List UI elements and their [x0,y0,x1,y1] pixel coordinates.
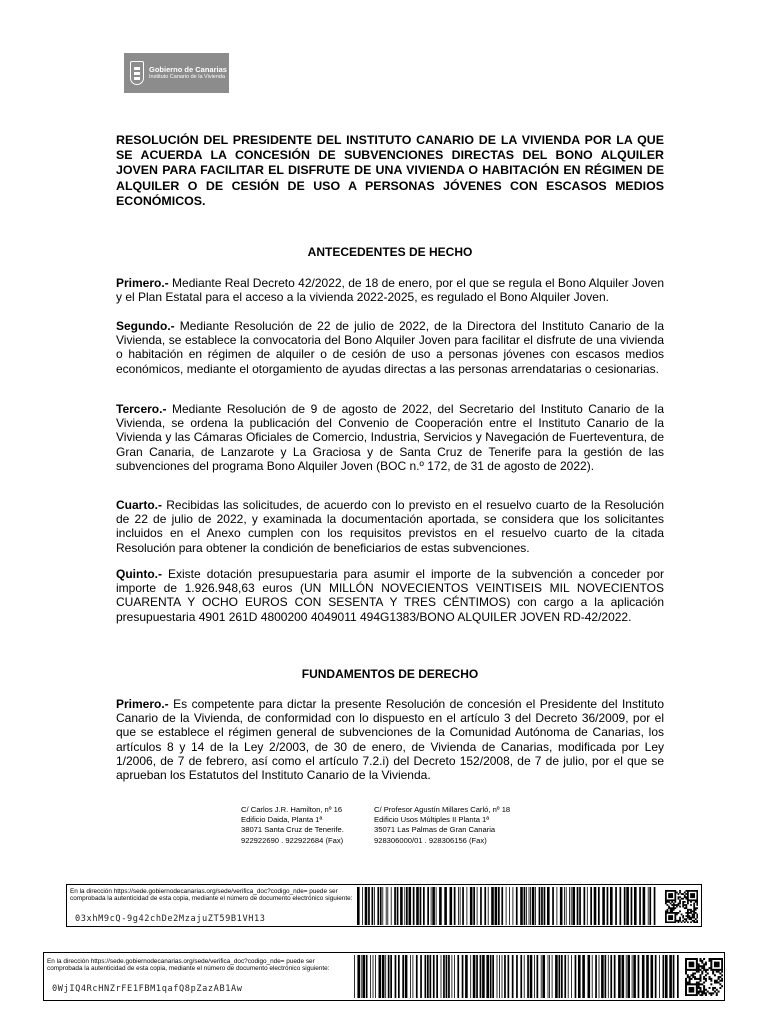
gobierno-de-canarias-logo [124,53,229,93]
verification-code: 03xhM9cQ-9g42chDe2MzajuZT59B1VH13 [75,914,266,924]
resolution-title: RESOLUCIÓN DEL PRESIDENTE DEL INSTITUTO CANARIO DE LA VIVIENDA POR LA QUE SE ACUERDA LA CONCESIÓN DE SUBVENCIONES DIRECTAS DEL BONO ALQUILER JOVEN PARA FACILITAR EL DISFRUTE DE UNA VIVIENDA O HABITACIÓN EN RÉGIMEN DE ALQUILER O DE CESIÓN DE USO A PERSONAS JÓVENES CON ESCASOS MEDIOS ECONÓMICOS. [116,133,664,208]
paragraph-text: Existe dotación presupuestaria para asumir el importe de la subvención a conceder por importe de 1.926.948,63 euros (UN MILLÓN NOVECIENTOS VEINTISEIS MIL NOVECIENTOS CUARENTA Y OCHO EUROS CON SESENTA Y TRES CÉNTIMOS) con cargo a la aplicación presupuestaria 4901 261D 4800200 4049011 494G1383/BONO ALQUILER JOVEN RD-42/2022. [116,567,664,624]
address-line: Edificio Daida, Planta 1ª [241,815,323,825]
qr-code-icon [685,958,723,996]
verification-text: En la dirección https://sede.gobiernodecanarias.org/sede/verifica_doc?codigo_nde= puede ser comprobada la autenticidad de esta copia, mediante el número de documento electrónico siguiente: [47,958,330,973]
address-line: C/ Carlos J.R. Hamilton, nº 16 [241,805,343,814]
antecedente-quinto [116,567,664,624]
logo-line-2: Instituto Canario de la Vivienda [149,74,226,81]
address-line: 922922690 . 922922684 (Fax) [241,835,344,845]
antecedente-tercero [116,402,664,473]
paragraph-label: Quinto.- [116,567,162,581]
address-line: 35071 Las Palmas de Gran Canaria [374,825,496,835]
antecedente-cuarto [116,498,664,555]
paragraph-text: Es competente para dictar la presente Resolución de concesión el Presidente del Instituto Canario de la Vivienda, de conformidad con lo dispuesto en el artículo 3 del Decreto 36/2009, por el que se establece el régimen general de subvenciones de la Comunidad Autónoma de Canarias, los artículos 8 y 14 de la Ley 2/2003, de 30 de enero, de Vivienda de Canarias, modificada por Ley 1/2006, de 7 de febrero, así como el artículo 7.2.i) del Decreto 152/2008, de 7 de julio, por el que se aprueban los Estatutos del Instituto Canario de la Vivienda. [116,697,664,783]
address-tenerife [241,805,344,846]
antecedente-segundo [116,319,664,376]
verification-code: 0WjIQ4RcHNZrFE1FBM1qafQ8pZazAB1Aw [52,984,243,994]
antecedente-primero [116,276,664,304]
address-line: 38071 Santa Cruz de Tenerife. [241,825,344,835]
paragraph-label: Segundo.- [116,319,175,333]
paragraph-text: Mediante Resolución de 22 de julio de 2022, de la Directora del Instituto Canario de la Vivienda, se establece la convocatoria del Bono Alquiler Joven para facilitar el disfrute de una vivienda o habitación en régimen de alquiler o de cesión de uso a personas jóvenes con escasos medios económicos, mediante el otorgamiento de ayudas directas a las personas arrendatarias o cesionarias. [116,319,664,376]
address-line: 928306000/01 . 928306156 (Fax) [374,835,487,845]
address-line: C/ Profesor Agustín Millares Carló, nº 18 [374,805,511,814]
paragraph-text: Mediante Resolución de 9 de agosto de 2022, del Secretario del Instituto Canario de la Vivienda, se ordena la publicación del Convenio de Cooperación entre el Instituto Canario de la Vivienda y las Cámaras Oficiales de Comercio, Industria, Servicios y Navegación de Fuerteventura, de Gran Canaria, de Lanzarote y La Graciosa y de Santa Cruz de Tenerife para la gestión de las subvenciones del programa Bono Alquiler Joven (BOC n.º 172, de 31 de agosto de 2022). [116,402,664,473]
fundamentos-heading: FUNDAMENTOS DE DERECHO [301,667,479,681]
verification-text: En la dirección https://sede.gobiernodecanarias.org/sede/verifica_doc?codigo_nde= puede ser comprobada la autenticidad de esta copia, mediante el número de documento electrónico siguiente: [70,888,353,903]
address-line: Edificio Usos Múltiples II Planta 1ª [374,815,490,825]
paragraph-label: Tercero.- [116,402,167,416]
coat-of-arms-icon [130,61,144,85]
paragraph-label: Primero.- [116,697,169,711]
verification-box [66,884,702,927]
verification-box [43,952,725,1001]
paragraph-text: Recibidas las solicitudes, de acuerdo con lo previsto en el resuelvo cuarto de la Resolución de 22 de julio de 2022, y examinada la documentación aportada, se considera que los solicitantes incluidos en el Anexo cumplen con los requisitos previstos en el resuelvo cuarto de la citada Resolución para obtener la condición de beneficiarios de estas subvenciones. [116,498,664,555]
paragraph-label: Primero.- [116,276,169,290]
barcode-icon [357,887,657,925]
fundamento-primero [116,697,664,782]
address-gran-canaria [374,805,510,846]
paragraph-text: Mediante Real Decreto 42/2022, de 18 de enero, por el que se regula el Bono Alquiler Joven y el Plan Estatal para el acceso a la vivienda 2022-2025, es regulado el Bono Alquiler Joven. [116,276,664,305]
qr-code-icon [665,890,698,923]
barcode-icon [354,955,679,998]
antecedentes-heading: ANTECEDENTES DE HECHO [307,245,473,259]
logo-line-1: Gobierno de Canarias [149,64,227,74]
paragraph-label: Cuarto.- [116,498,162,512]
